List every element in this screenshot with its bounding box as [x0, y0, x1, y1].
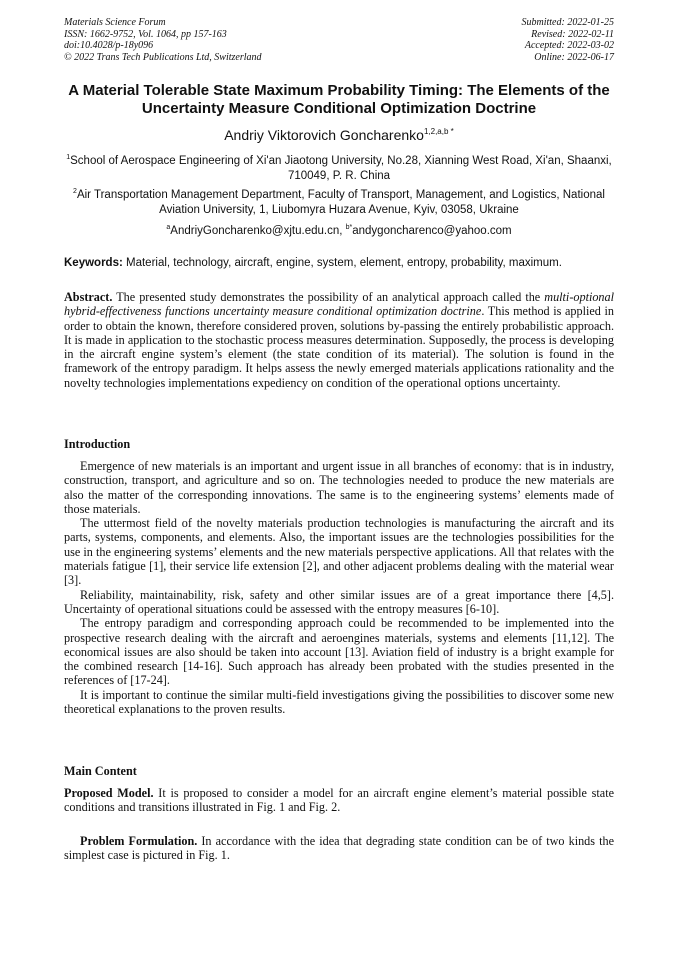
author-superscript: 1,2,a,b *	[423, 127, 454, 136]
abstract	[64, 290, 614, 390]
keywords-text: Material, technology, aircraft, engine, system, element, entropy, probability, maximum.	[126, 257, 562, 269]
journal-info	[64, 17, 364, 63]
journal-issn: ISSN: 1662-9752, Vol. 1064, pp 157-163	[64, 28, 227, 40]
proposed-model-paragraph	[64, 786, 614, 815]
affiliation-2	[64, 184, 614, 218]
author-line	[64, 123, 614, 144]
affiliation-2-marker: 2	[73, 188, 77, 195]
date-revised: Revised: 2022-02-11	[531, 28, 614, 40]
abstract-italic: multi-optional hybrid-effectiveness functions uncertainty measure conditional optimization doctrine	[64, 290, 615, 319]
email-b-marker: b*	[345, 224, 353, 231]
keywords-label: Keywords:	[64, 257, 123, 269]
affiliation-1-text: School of Aerospace Engineering of Xi'an Jiaotong University, No.28, Xianning West Road, Xi'an, Shaanxi, 710049, P. R. China	[70, 155, 612, 182]
problem-formulation-paragraph	[64, 834, 614, 863]
proposed-model-label: Proposed Model.	[64, 786, 154, 800]
intro-paragraph-3: Reliability, maintainability, risk, safety and other similar issues are of a great importance there [4,5]. Uncertainty of operational situations could be assessed with the entropy measures [6-10].	[64, 587, 614, 616]
problem-formulation-label: Problem Formulation.	[80, 834, 198, 848]
abstract-label: Abstract.	[64, 290, 113, 304]
intro-paragraph-2: The uttermost field of the novelty materials production technologies is manufacturing the aircraft and its parts, systems, components, and elements. Also, the important issues are the technologies possibilities for the use in the engineering systems’ elements and the new materials perspective applications. All that relates with the materials fatigue [1], their service life extension [2], and other adjacent problems dealing with the material wear [3].	[64, 516, 614, 588]
affiliation-1-marker: 1	[66, 154, 71, 161]
email-b[interactable]: andygoncharenco@yahoo.com	[352, 225, 512, 237]
paper-title: A Material Tolerable State Maximum Probability Timing: The Elements of the Uncertainty Measure Conditional Optimization Doctrine	[68, 82, 610, 117]
keywords	[64, 256, 614, 271]
affiliation-2-text: Air Transportation Management Department, Faculty of Transport, Management, and Logistics, National Aviation University, 1, Liubomyra Huzara Avenue, Kyiv, 03058, Ukraine	[76, 189, 605, 216]
affiliation-1	[64, 150, 614, 184]
problem-formulation-text: In accordance with the idea that degrading state condition can be of two kinds the simplest case is pictured in Fig. 1.	[64, 834, 614, 863]
journal-doi: doi:10.4028/p-18y096	[64, 40, 154, 51]
proposed-model-text: It is proposed to consider a model for an aircraft engine element’s material possible state conditions and transitions illustrated in Fig. 1 and Fig. 2.	[64, 786, 615, 815]
date-accepted: Accepted: 2022-03-02	[524, 40, 614, 51]
main-content-heading: Main Content	[64, 764, 137, 778]
email-a-marker: a	[166, 224, 171, 231]
submission-dates	[354, 17, 614, 63]
email-line	[64, 220, 614, 239]
introduction-body	[64, 459, 614, 716]
journal-copyright: © 2022 Trans Tech Publications Ltd, Switzerland	[64, 51, 262, 63]
intro-paragraph-5: It is important to continue the similar multi-field investigations giving the possibilities to discover some new theoretical explanations to the proven results.	[64, 687, 614, 717]
intro-paragraph-1: Emergence of new materials is an important and urgent issue in all branches of economy: that is in industry, construction, transport, and agriculture and so on. The technologies needed to produce the new materials are also the matter of the corresponding innovations. The same is to the engineering systems’ elements made of those materials.	[64, 459, 614, 516]
email-a[interactable]: AndriyGoncharenko@xjtu.edu.cn,	[170, 225, 343, 237]
intro-paragraph-4: The entropy paradigm and corresponding approach could be recommended to be implemented into the prospective research dealing with the aircraft and aeroengines materials, systems and elements [11,12]. The economical issues are also should be taken into account [13]. Aviation field of industry is a bright example for the combined research [14-16]. Such approach has already been probated with the studies presented in the references of [17-24].	[64, 616, 614, 688]
date-online: Online: 2022-06-17	[534, 51, 614, 63]
journal-name: Materials Science Forum	[64, 17, 166, 28]
abstract-text-2: . This method is applied in order to obtain the known, therefore considered proven, solutions by-passing the entirely probabilistic approach. It is made in application to the stochastic process measures determination. Supposedly, the process is developing in the aircraft engine system’s element (the state condition of its material). The solution is found in the framework of the entropy paradigm. It helps assess the newly emerged materials applications rationality and the novelty technologies implementations expediency on condition of the operational options uncertainty.	[64, 304, 614, 390]
abstract-text-1: The presented study demonstrates the possibility of an analytical approach called the	[116, 290, 541, 304]
introduction-heading: Introduction	[64, 437, 131, 451]
author-name: Andriy Viktorovich Goncharenko	[224, 127, 424, 143]
date-submitted: Submitted: 2022-01-25	[521, 17, 614, 28]
